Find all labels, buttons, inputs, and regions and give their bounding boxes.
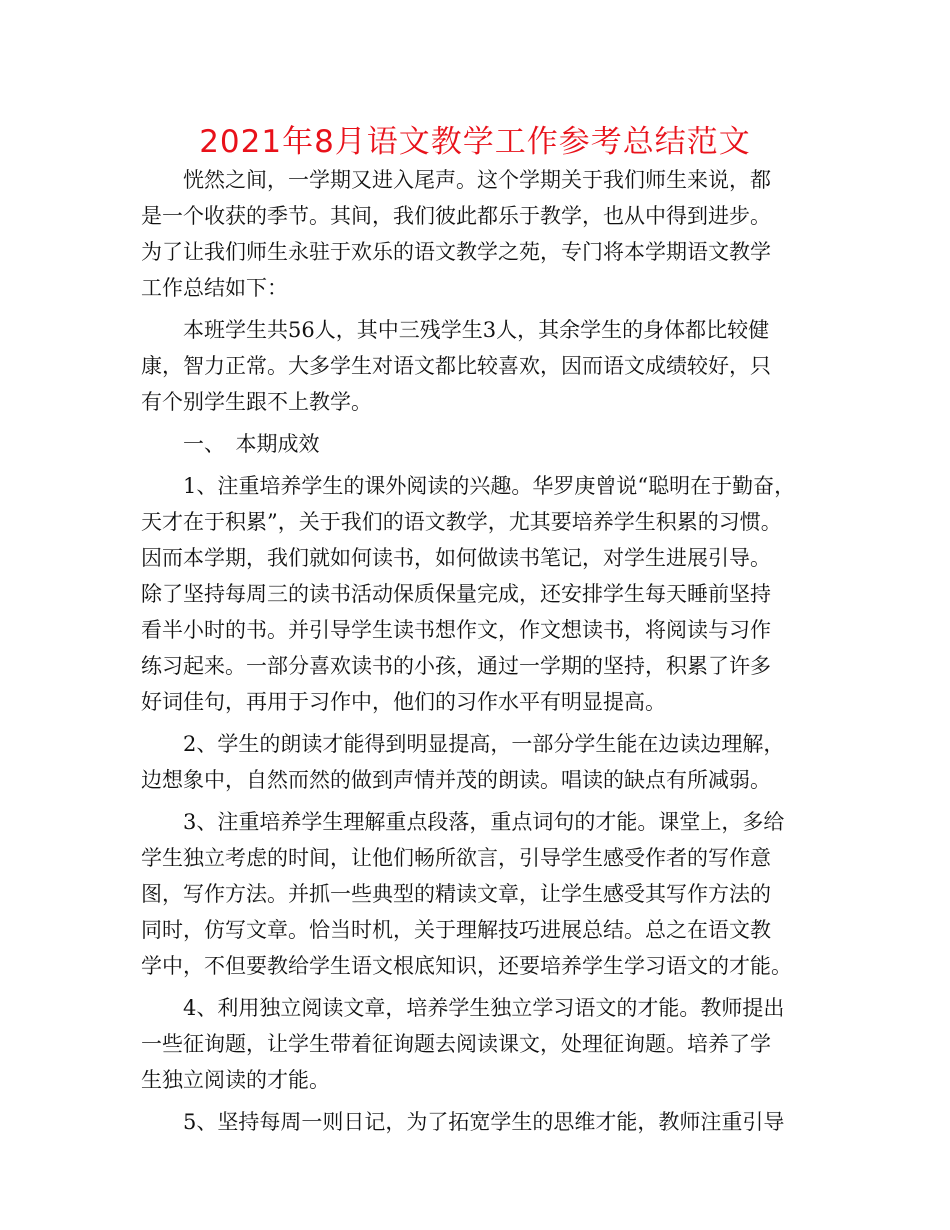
paragraph-item-1 <box>141 468 821 720</box>
text-line: 学中，不但要教给学生语文根底知识，还要培养学生学习语文的才能。 <box>141 954 792 978</box>
document-title: 2021年8月语文教学工作参考总结范文 <box>199 124 751 160</box>
text-line: 为了让我们师生永驻于欢乐的语文教学之苑，专门将本学期语文教学 <box>141 240 771 264</box>
text-line: 有个别学生跟不上教学。 <box>141 390 372 414</box>
text-line: 练习起来。一部分喜欢读书的小孩，通过一学期的坚持，积累了许多 <box>141 654 771 678</box>
text-line: 4、利用独立阅读文章，培养学生独立学习语文的才能。教师提出 <box>183 996 785 1020</box>
text-line: 1、注重培养学生的课外阅读的兴趣。华罗庚曾说“聪明在于勤奋， <box>183 474 796 498</box>
text-line: 天才在于积累”，关于我们的语文教学，尤其要培养学生积累的习惯。 <box>141 510 782 534</box>
text-line: 因而本学期，我们就如何读书，如何做读书笔记，对学生进展引导。 <box>141 546 771 570</box>
text-line: 看半小时的书。并引导学生读书想作文，作文想读书，将阅读与习作 <box>141 618 771 642</box>
text-line: 恍然之间，一学期又进入尾声。这个学期关于我们师生来说，都 <box>183 168 771 192</box>
text-line: 好词佳句，再用于习作中，他们的习作水平有明显提高。 <box>141 690 666 714</box>
text-line: 除了坚持每周三的读书活动保质保量完成，还安排学生每天睡前坚持 <box>141 582 771 606</box>
paragraph-item-5 <box>141 1104 821 1140</box>
text-line: 5、坚持每周一则日记，为了拓宽学生的思维才能，教师注重引导 <box>183 1110 785 1134</box>
text-line: 本班学生共56人，其中三残学生3人，其余学生的身体都比较健 <box>183 318 770 342</box>
text-line: 康，智力正常。大多学生对语文都比较喜欢，因而语文成绩较好，只 <box>141 354 771 378</box>
text-line: 学生独立考虑的时间，让他们畅所欲言，引导学生感受作者的写作意 <box>141 846 771 870</box>
text-line: 边想象中，自然而然的做到声情并茂的朗读。唱读的缺点有所减弱。 <box>141 768 771 792</box>
text-line: 生独立阅读的才能。 <box>141 1068 330 1092</box>
text-line: 3、注重培养学生理解重点段落，重点词句的才能。课堂上，多给 <box>183 810 785 834</box>
document-body <box>141 162 821 1140</box>
paragraph-intro <box>141 162 821 306</box>
text-line: 是一个收获的季节。其间，我们彼此都乐于教学，也从中得到进步。 <box>141 204 771 228</box>
text-line: 同时，仿写文章。恰当时机，关于理解技巧进展总结。总之在语文教 <box>141 918 771 942</box>
paragraph-item-2 <box>141 726 821 798</box>
text-line: 2、学生的朗读才能得到明显提高，一部分学生能在边读边理解， <box>183 732 785 756</box>
paragraph-item-4 <box>141 990 821 1098</box>
text-line: 一些征询题，让学生带着征询题去阅读课文，处理征询题。培养了学 <box>141 1032 771 1056</box>
section-heading <box>141 426 821 462</box>
paragraph-class-info <box>141 312 821 420</box>
text-line: 工作总结如下： <box>141 276 288 300</box>
paragraph-item-3 <box>141 804 821 984</box>
text-line: 图，写作方法。并抓一些典型的精读文章，让学生感受其写作方法的 <box>141 882 771 906</box>
section-heading-text: 一、 本期成效 <box>183 432 320 456</box>
